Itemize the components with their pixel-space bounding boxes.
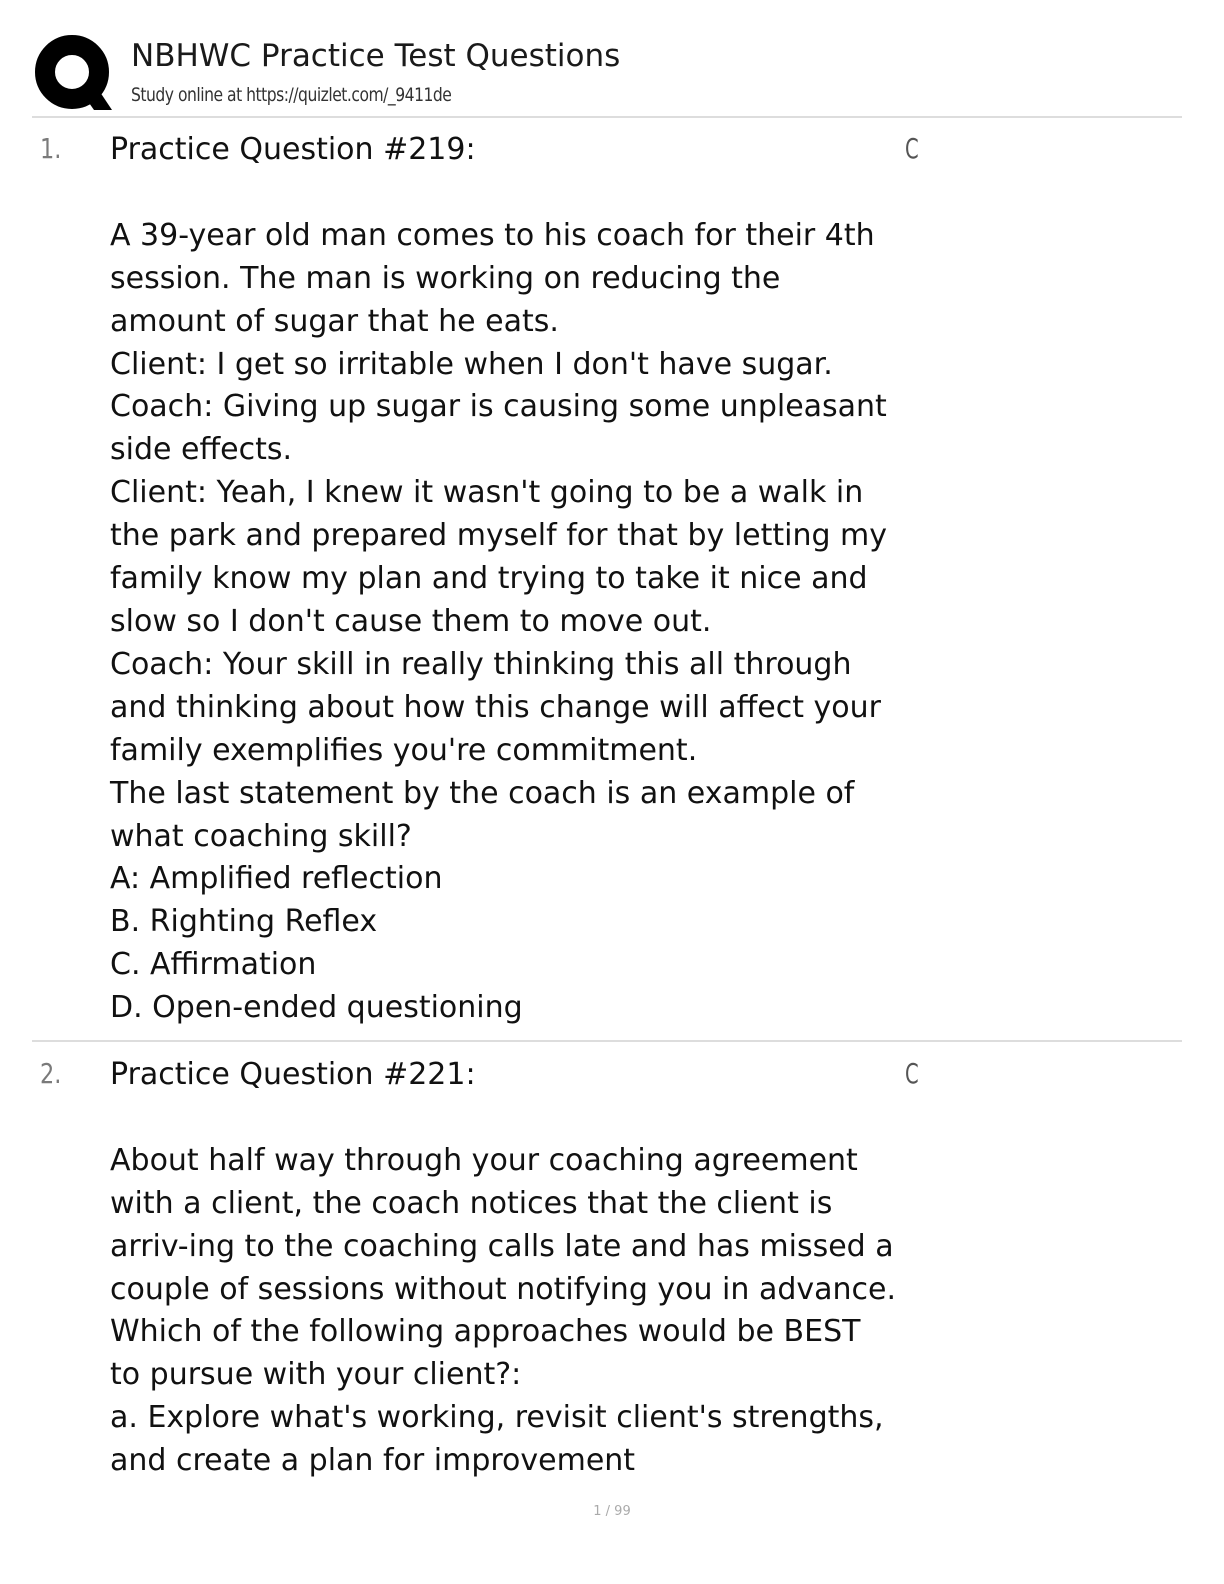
card-divider [32,1040,1182,1042]
document-title: NBHWC Practice Test Questions [131,38,621,74]
card-answer-marker: C [905,132,919,165]
quizlet-q-logo-icon [32,34,112,114]
card-number: 2. [40,1057,62,1090]
page-number: 1 / 99 [593,1504,631,1519]
card-answer-marker: C [905,1057,919,1090]
study-online-link[interactable]: Study online at https://quizlet.com/_9411de [131,84,452,106]
document-header [32,30,1182,120]
card-term: Practice Question #219: A 39-year old man comes to his coach for their 4th session. The man is working on reducing the amount of sugar that he eats. Client: I get so irritable when I don't have sugar. Coach: Giving up sugar is causing some unpleasant side effects. Client: Yeah, I knew it wasn't going to be a walk in the park and prepared myself for that by letting my family know my plan and trying to take it nice and slow so I don't cause them to move out. Coach: Your skill in really thinking this all through and thinking about how this change will affect your family exemplifies you're commitment. The last statement by the coach is an example of what coaching skill? A: Amplified reflection B. Righting Reflex C. Affirmation D. Open-ended questioning [110,132,888,1026]
header-divider [32,116,1182,118]
card-term: Practice Question #221: About half way through your coaching agreement with a client, the coach notices that the client is arriv-ing to the coaching calls late and has missed a couple of sessions without notifying you in advance. Which of the following approaches would be BEST to pursue with your client?: a. Explore what's working, revisit client's strengths, and create a plan for improvement [110,1057,897,1479]
card-number: 1. [40,132,62,165]
